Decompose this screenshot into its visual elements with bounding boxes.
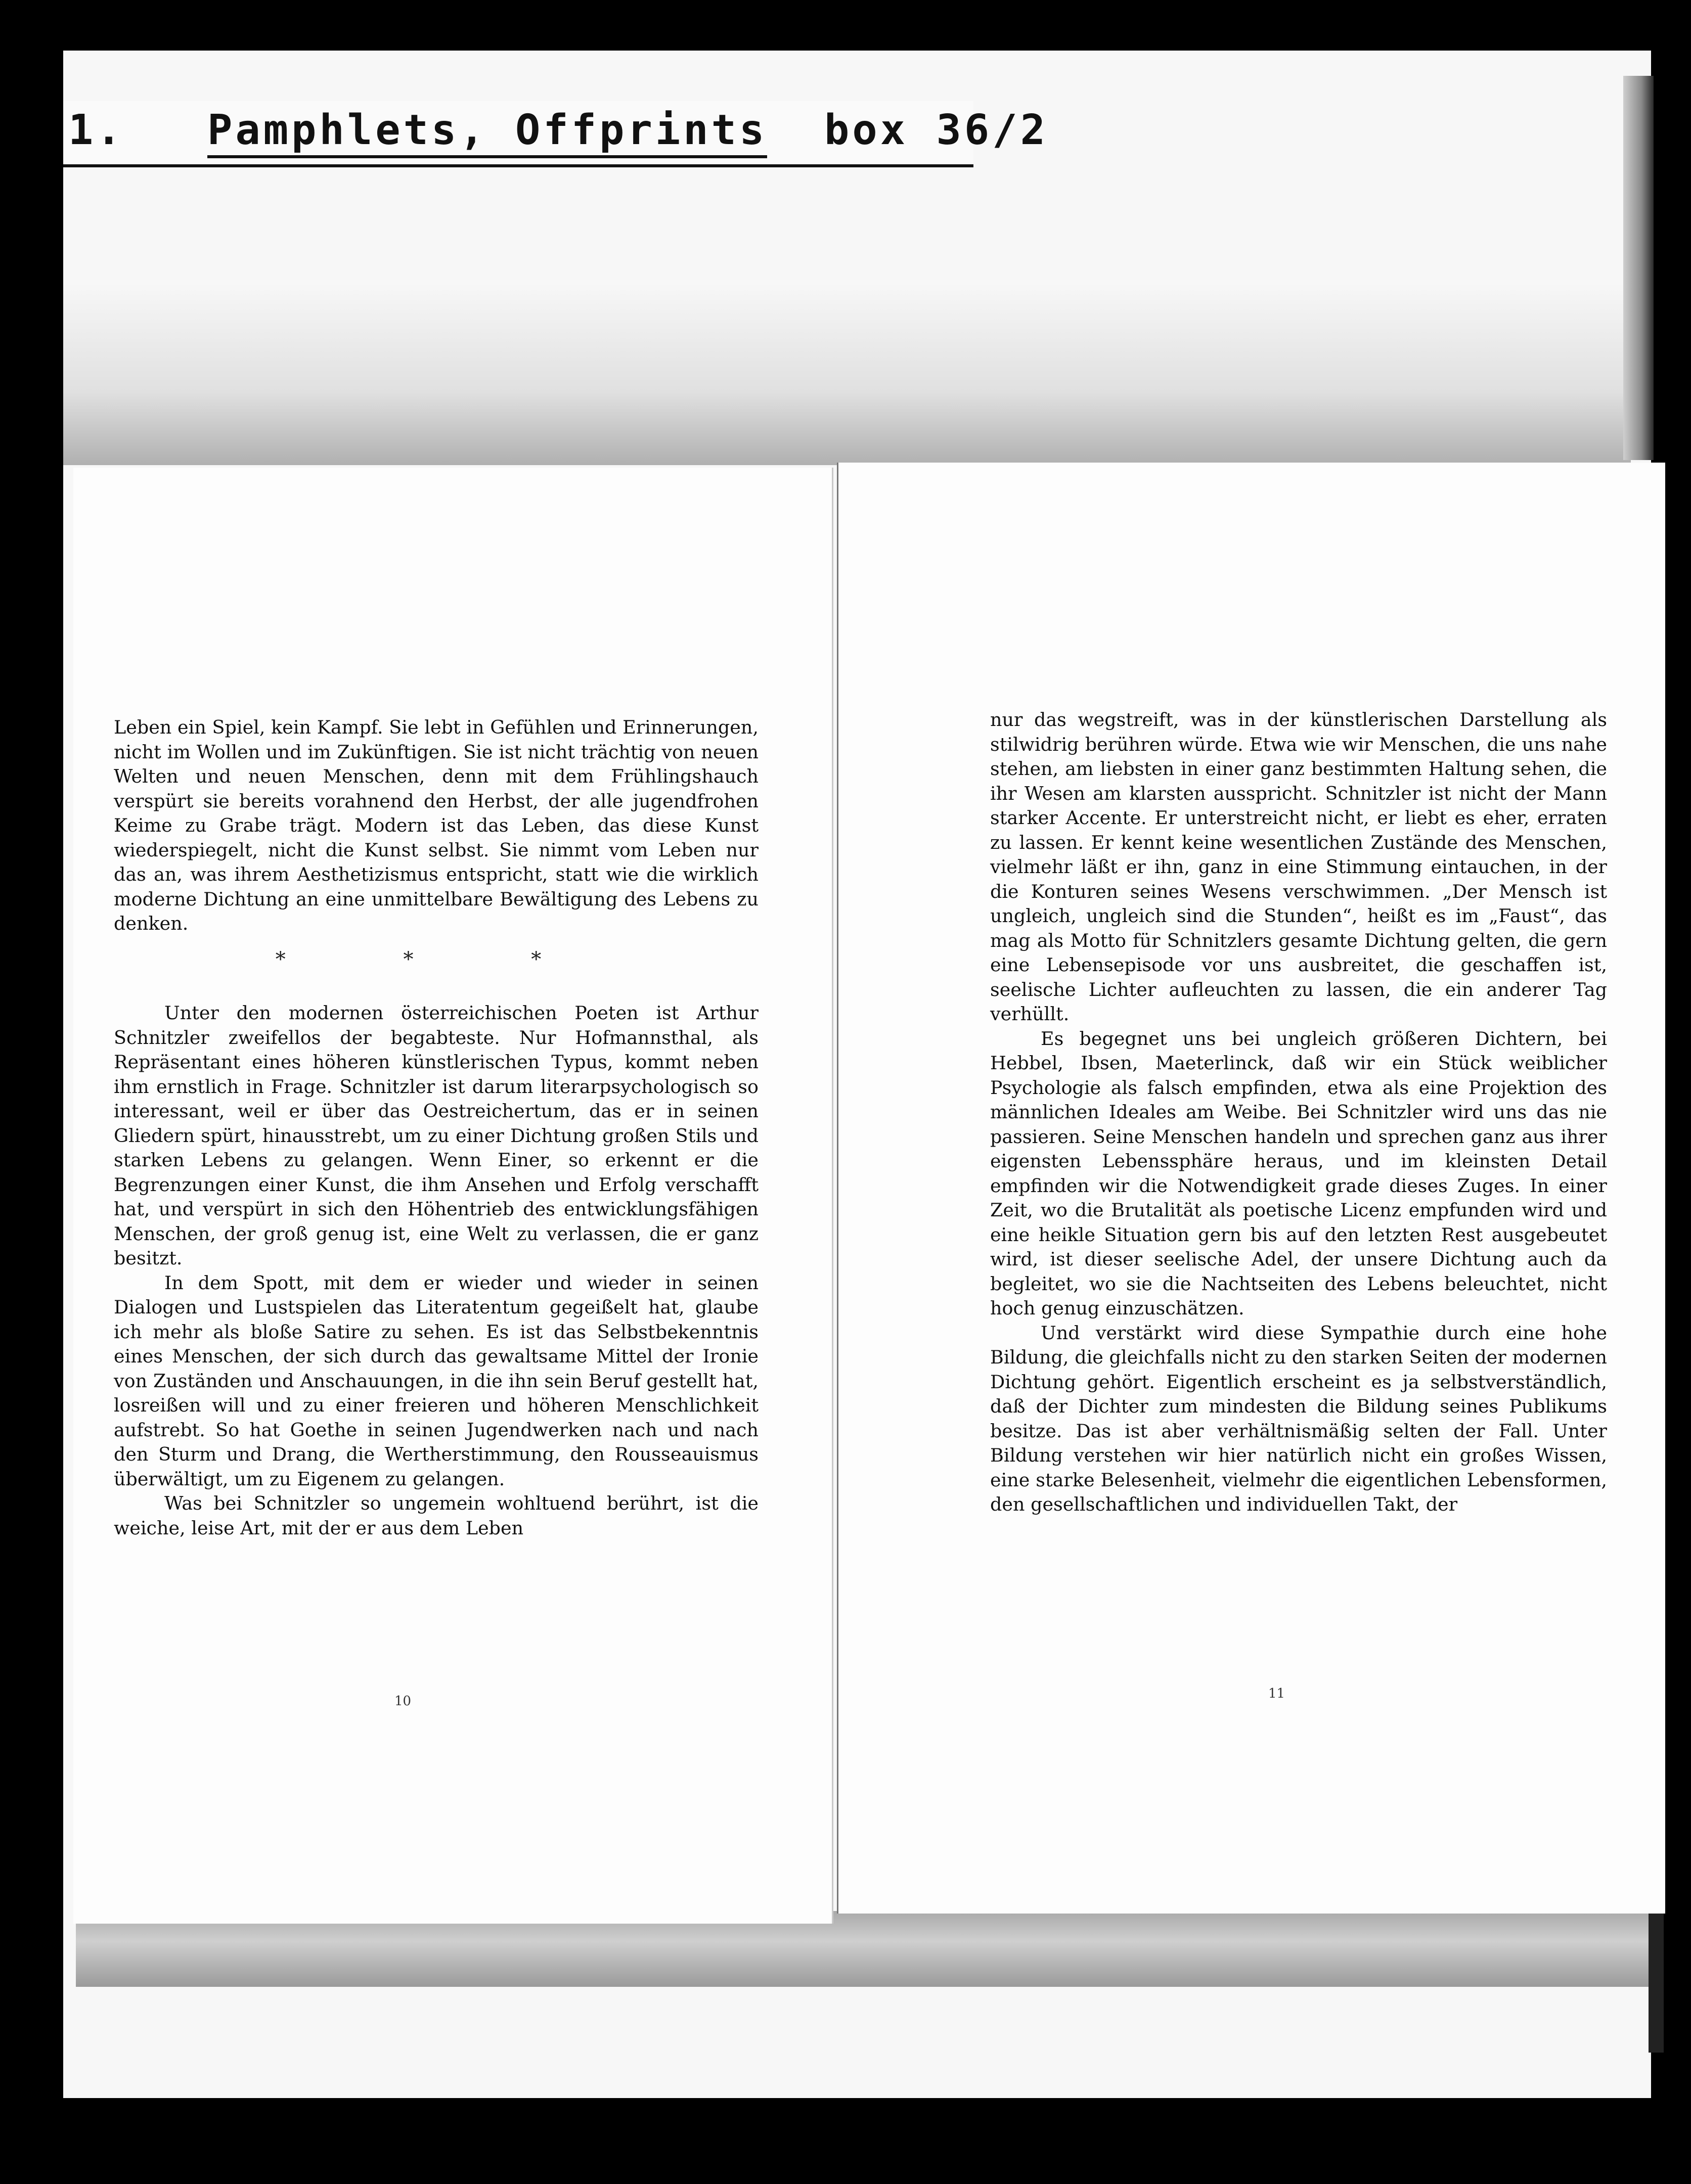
paragraph: Was bei Schnitzler so ungemein wohltuend berührt, ist die weiche, leise Art, mit der er aus dem Leben	[114, 1492, 759, 1539]
paragraph: Es begegnet uns bei ungleich größeren Dichtern, bei Hebbel, Ibsen, Maeterlinck, daß wir ein Stück weiblicher Psychologie als falsch empfinden, etwa als eine Projektion des männlichen Ideales am Weibe. Bei Schnitzler wird uns das nie passieren. Seine Menschen handeln und sprechen ganz aus ihrer eigensten Lebenssphäre heraus, und im kleinsten Detail empfinden wir die Notwendigkeit grade dieses Zuges. In einer Zeit, wo die Brutalität als poetische Licenz empfunden wird und eine heikle Situation gern bis auf den letzten Rest ausgebeutet wird, ist dieser seelische Adel, der unsere Dichtung auch da begleitet, wo sie die Nachtseiten des Lebens beleuchtet, nicht hoch genug einzuschätzen.	[990, 1027, 1607, 1319]
page-number: 11	[1268, 1686, 1285, 1701]
archive-label	[63, 101, 1048, 167]
left-page	[73, 468, 833, 1924]
paragraph: Und verstärkt wird diese Sympathie durch eine hohe Bildung, die gleichfalls nicht zu den starken Seiten der modernen Dichtung gehört. Eigentlich erscheint es ja selbstverständlich, daß der Dichter zum mindesten die Bildung seines Publikums besitze. Das ist aber verhältnismäßig selten der Fall. Unter Bildung verstehen wir hier natürlich nicht ein großes Wissen, eine starke Belesenheit, vielmehr die eigentlichen Lebensformen, den gesellschaftlichen und individuellen Takt, der	[990, 1322, 1607, 1515]
section-separator: * * *	[275, 947, 597, 971]
right-page-text	[990, 708, 1607, 1517]
paragraph: nur das wegstreift, was in der künstlerischen Darstellung als stilwidrig berühren würde. Etwa wie wir Menschen, die uns nahe stehen, am liebsten in einer ganz bestimmten Haltung sehen, die ihr Wesen am klarsten ausspricht. Schnitzler ist nicht der Mann starker Accente. Er unterstreicht nicht, er liebt es eher, erraten zu lassen. Er kennt keine wesentlichen Zustände des Menschen, vielmehr läßt er ihn, ganz in eine Stimmung eintauchen, in der die Konturen seines Wesens verschwimmen. „Der Mensch ist ungleich, ungleich sind die Stunden“, heißt es im „Faust“, das mag als Motto für Schnitzlers gesamte Dichtung gelten, die gern eine Lebensepisode vor uns ausbreitet, die geschaffen ist, seelische Lichter aufleuchten zu lassen, die ein anderer Tag verhüllt.	[990, 709, 1607, 1025]
paragraph: In dem Spott, mit dem er wieder und wieder in seinen Dialogen und Lustspielen das Literatentum gegeißelt hat, glaube ich mehr als bloße Satire zu sehen. Es ist das Selbstbekenntnis eines Menschen, der sich durch das gewaltsame Mittel der Ironie von Zuständen und Anschauungen, in die ihn sein Beruf gestellt hat, losreißen will und zu einer freieren und höheren Menschlichkeit aufstrebt. So hat Goethe in seinen Jugendwerken nach und nach den Sturm und Drang, die Wertherstimmung, den Rousseauismus überwältigt, um zu Eigenem zu gelangen.	[114, 1271, 759, 1490]
paragraph: Unter den modernen österreichischen Poeten ist Arthur Schnitzler zweifellos der begabteste. Nur Hofmannsthal, als Repräsentant eines höheren künstlerischen Typus, kommt neben ihm ernstlich in Frage. Schnitzler ist darum literarpsychologisch so interessant, weil er über das Oestreichertum, das er in seinen Gliedern spürt, hinausstrebt, um zu einer Dichtung großen Stils und starken Lebens zu gelangen. Wenn Einer, so erkennt er die Begrenzungen einer Kunst, die ihm Ansehen und Erfolg verschafft hat, und verspürt in sich den Höhentrieb des entwicklungsfähigen Menschen, der groß genug ist, eine Welt zu verlassen, die er ganz besitzt.	[114, 1002, 759, 1269]
label-box-number: box 36/2	[824, 106, 1048, 154]
label-number: 1.	[68, 106, 124, 154]
label-title: Pamphlets, Offprints	[207, 106, 767, 158]
page-number: 10	[394, 1694, 412, 1709]
paragraph: Leben ein Spiel, kein Kampf. Sie lebt in Gefühlen und Erinnerungen, nicht im Wollen und im Zukünftigen. Sie ist nicht trächtig von neuen Welten und neuen Menschen, denn mit dem Frühlingshauch verspürt sie bereits vorahnend den Herbst, der alle jugendfrohen Keime zu Grabe trägt. Modern ist das Leben, das diese Kunst wiederspiegelt, nicht die Kunst selbst. Sie nimmt vom Leben nur das an, was ihrem Aesthetizismus entspricht, statt wie die wirklich moderne Dichtung an eine unmittelbare Bewältigung des Lebens zu denken.	[114, 716, 759, 934]
sheet-shadow	[63, 283, 1631, 465]
right-page	[837, 463, 1665, 1914]
sheet-edge-shadow	[1623, 76, 1654, 460]
lower-sheet-corner	[1649, 1901, 1664, 2053]
left-page-text	[114, 715, 759, 1540]
